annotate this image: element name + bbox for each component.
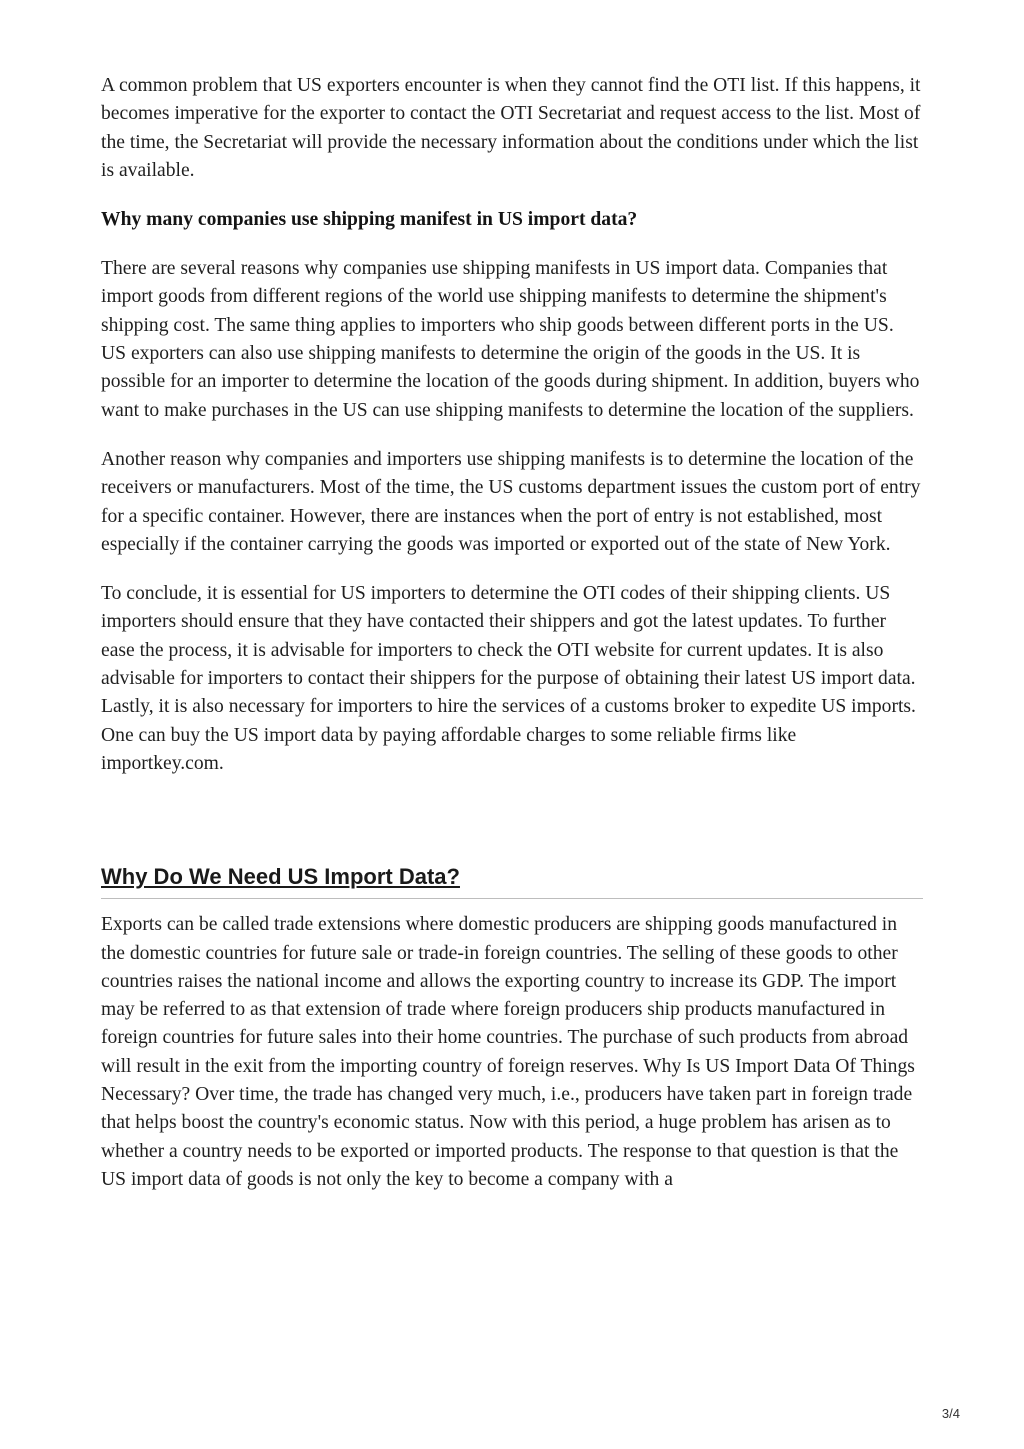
- paragraph-conclusion: To conclude, it is essential for US importers to determine the OTI codes of their shipping clients. US importers should ensure that they have contacted their shippers and got the latest updates. To further ease the process, it is advisable for importers to check the OTI website for current updates. It is also advisable for importers to contact their shippers for the purpose of obtaining their latest US import data. Lastly, it is also necessary for importers to hire the services of a customs broker to expedite US imports. One can buy the US import data by paying affordable charges to some reliable firms like importkey.com.: [101, 583, 916, 774]
- heading-divider: [101, 898, 923, 899]
- subheading-shipping-manifest: Why many companies use shipping manifest in US import data?: [101, 209, 638, 231]
- paragraph-exports: Exports can be called trade extensions where domestic producers are shipping goods manufactured in the domestic countries for future sale or trade-in foreign countries. The selling of these goods to other countries raises the national income and allows the exporting country to increase its GDP. The import may be referred to as that extension of trade where foreign producers ship products manufactured in foreign countries for future sales into their home countries. The purchase of such products from abroad will result in the exit from the importing country of foreign reserves. Why Is US Import Data Of Things Necessary? Over time, the trade has changed very much, i.e., producers have taken part in foreign trade that helps boost the country's economic status. Now with this period, a huge problem has arisen as to whether a country needs to be exported or imported products. The response to that question is that the US import data of goods is not only the key to become a company with a: [101, 914, 915, 1190]
- page-number: 3/4: [941, 1406, 960, 1421]
- article-body: [101, 72, 923, 1215]
- paragraph-manifest-reasons: There are several reasons why companies use shipping manifests in US import data. Companies that import goods from different regions of the world use shipping manifests to determine the shipment's shipping cost. The same thing applies to importers who ship goods between different ports in the US. US exporters can also use shipping manifests to determine the origin of the goods in the US. It is possible for an importer to determine the location of the goods during shipment. In addition, buyers who want to make purchases in the US can use shipping manifests to determine the location of the suppliers.: [101, 258, 920, 421]
- section-heading-why-need-us-import-data[interactable]: Why Do We Need US Import Data?: [101, 864, 460, 890]
- paragraph-oti-list: A common problem that US exporters encounter is when they cannot find the OTI list. If this happens, it becomes imperative for the exporter to contact the OTI Secretariat and request access to the list. Most of the time, the Secretariat will provide the necessary information about the conditions under which the list is available.: [101, 75, 921, 181]
- paragraph-another-reason: Another reason why companies and importers use shipping manifests is to determine the location of the receivers or manufacturers. Most of the time, the US customs department issues the custom port of entry for a specific container. However, there are instances when the port of entry is not established, most especially if the container carrying the goods was imported or exported out of the state of New York.: [101, 448, 921, 555]
- section-spacer: [101, 799, 923, 862]
